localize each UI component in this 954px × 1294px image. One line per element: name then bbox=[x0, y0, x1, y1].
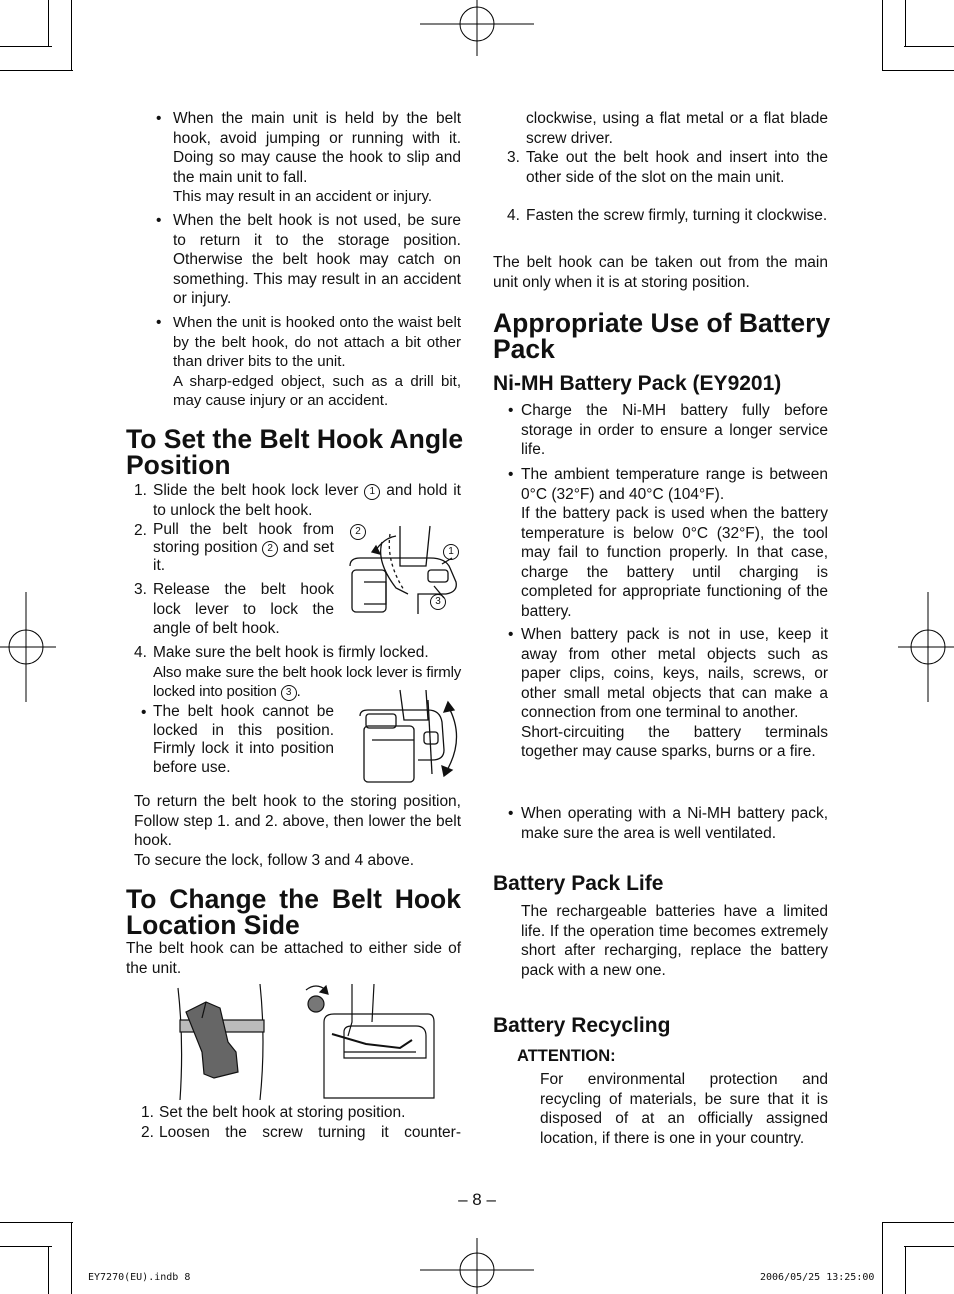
section-title-belt-hook-side: To Change the Belt Hook Location Side bbox=[126, 884, 461, 940]
step-item: 1. Set the belt hook at storing position. bbox=[141, 1104, 406, 1121]
circled-number: 1 bbox=[364, 484, 380, 500]
page-number: – 8 – bbox=[458, 1190, 496, 1209]
subtitle-nimh: Ni-MH Battery Pack (EY9201) bbox=[493, 372, 782, 395]
step-item: 2. Loosen the screw turning it counter- bbox=[141, 1124, 461, 1141]
tool-illustration bbox=[358, 690, 466, 790]
step-item: 3. Release the belt hook lock lever to lock the angle of belt hook. bbox=[134, 581, 334, 637]
belt-hook-angle-illustration bbox=[346, 522, 460, 614]
attention-label: ATTENTION: bbox=[517, 1047, 616, 1065]
step-item: 4. Fasten the screw firmly, turning it clockwise. bbox=[507, 207, 828, 224]
circled-number: 2 bbox=[262, 541, 278, 557]
battery-life-paragraph: The rechargeable batteries have a limited life. If the operation time becomes extremely short after recharging, replace the battery pack with a new one. bbox=[521, 903, 828, 979]
note-bullet: • The belt hook cannot be locked in this position. Firmly lock it into position before use. bbox=[141, 703, 334, 776]
subtitle-battery-recycling: Battery Recycling bbox=[493, 1014, 671, 1037]
battery-bullet: • When battery pack is not in use, keep it away from other metal objects such as paper clips, coins, keys, nails, screws, or other small metal objects that can make a connection from one terminal to another. Short-circuiting the battery terminals together may cause sparks, burns or a fire. bbox=[508, 626, 828, 760]
return-paragraph: To return the belt hook to the storing position, Follow step 1. and 2. above, then lower the belt hook. bbox=[134, 793, 461, 849]
warning-bullet: • When the unit is hooked onto the waist belt by the belt hook, do not attach a bit other than driver bits to the unit. A sharp-edged object, such as a drill bit, may cause injury or an accident. bbox=[156, 314, 461, 409]
step-continuation: clockwise, using a flat metal or a flat blade screw driver. bbox=[526, 110, 828, 147]
callout-2: 2 bbox=[350, 524, 366, 540]
footer-filename: EY7270(EU).indb 8 bbox=[88, 1272, 191, 1283]
belt-hook-side-illustration bbox=[176, 982, 436, 1102]
belt-hook-locked-illustration bbox=[358, 690, 466, 790]
battery-bullet: • Charge the Ni-MH battery fully before storage in order to ensure a longer service life. bbox=[508, 402, 828, 458]
storing-paragraph: The belt hook can be taken out from the main unit only when it is at storing position. bbox=[493, 254, 828, 291]
footer-timestamp: 2006/05/25 13:25:00 bbox=[760, 1272, 875, 1283]
circled-number: 3 bbox=[281, 685, 297, 701]
section-title-battery-pack: Appropriate Use of Battery Pack bbox=[493, 308, 831, 364]
callout-3: 3 bbox=[430, 594, 446, 610]
subtitle-battery-life: Battery Pack Life bbox=[493, 872, 664, 895]
section-intro: The belt hook can be attached to either side of the unit. bbox=[126, 940, 461, 977]
secure-paragraph: To secure the lock, follow 3 and 4 above. bbox=[134, 852, 415, 869]
warning-bullet: • When the main unit is held by the belt hook, avoid jumping or running with it. Doing so may cause the hook to slip and the main unit to fall. This may result in an accident or injury. bbox=[156, 110, 461, 205]
recycling-paragraph: For environmental protection and recycling of materials, be sure that it is disposed of at an officially assigned location, if there is one in your country. bbox=[540, 1071, 828, 1147]
battery-bullet: • The ambient temperature range is between 0°C (32°F) and 40°C (104°F). If the battery pack is used when the battery temperature is below 0°C (32°F), the tool may fail to function properly. In that case, charge the battery until charging is completed for appropriate functioning of the battery. bbox=[508, 466, 828, 620]
step-item: 1. Slide the belt hook lock lever 1 and hold it to unlock the belt hook. bbox=[134, 482, 461, 519]
step-item: 2. Pull the belt hook from storing position 2 and set it. bbox=[134, 521, 334, 574]
section-title-belt-hook-angle: To Set the Belt Hook Angle Position bbox=[126, 424, 464, 480]
step-item: 4. Make sure the belt hook is firmly locked. Also make sure the belt hook lock lever is firmly locked into position 3 . bbox=[134, 644, 461, 700]
callout-1: 1 bbox=[443, 544, 459, 560]
warning-bullet: • When the belt hook is not used, be sure to return it to the storage position. Otherwise the belt hook may catch on something. This may result in an accident or injury. bbox=[156, 212, 461, 307]
step-item: 3. Take out the belt hook and insert into the other side of the slot on the main unit. bbox=[507, 149, 828, 186]
battery-bullet: • When operating with a Ni-MH battery pack, make sure the area is well ventilated. bbox=[508, 805, 828, 842]
tool-illustration bbox=[176, 982, 436, 1102]
